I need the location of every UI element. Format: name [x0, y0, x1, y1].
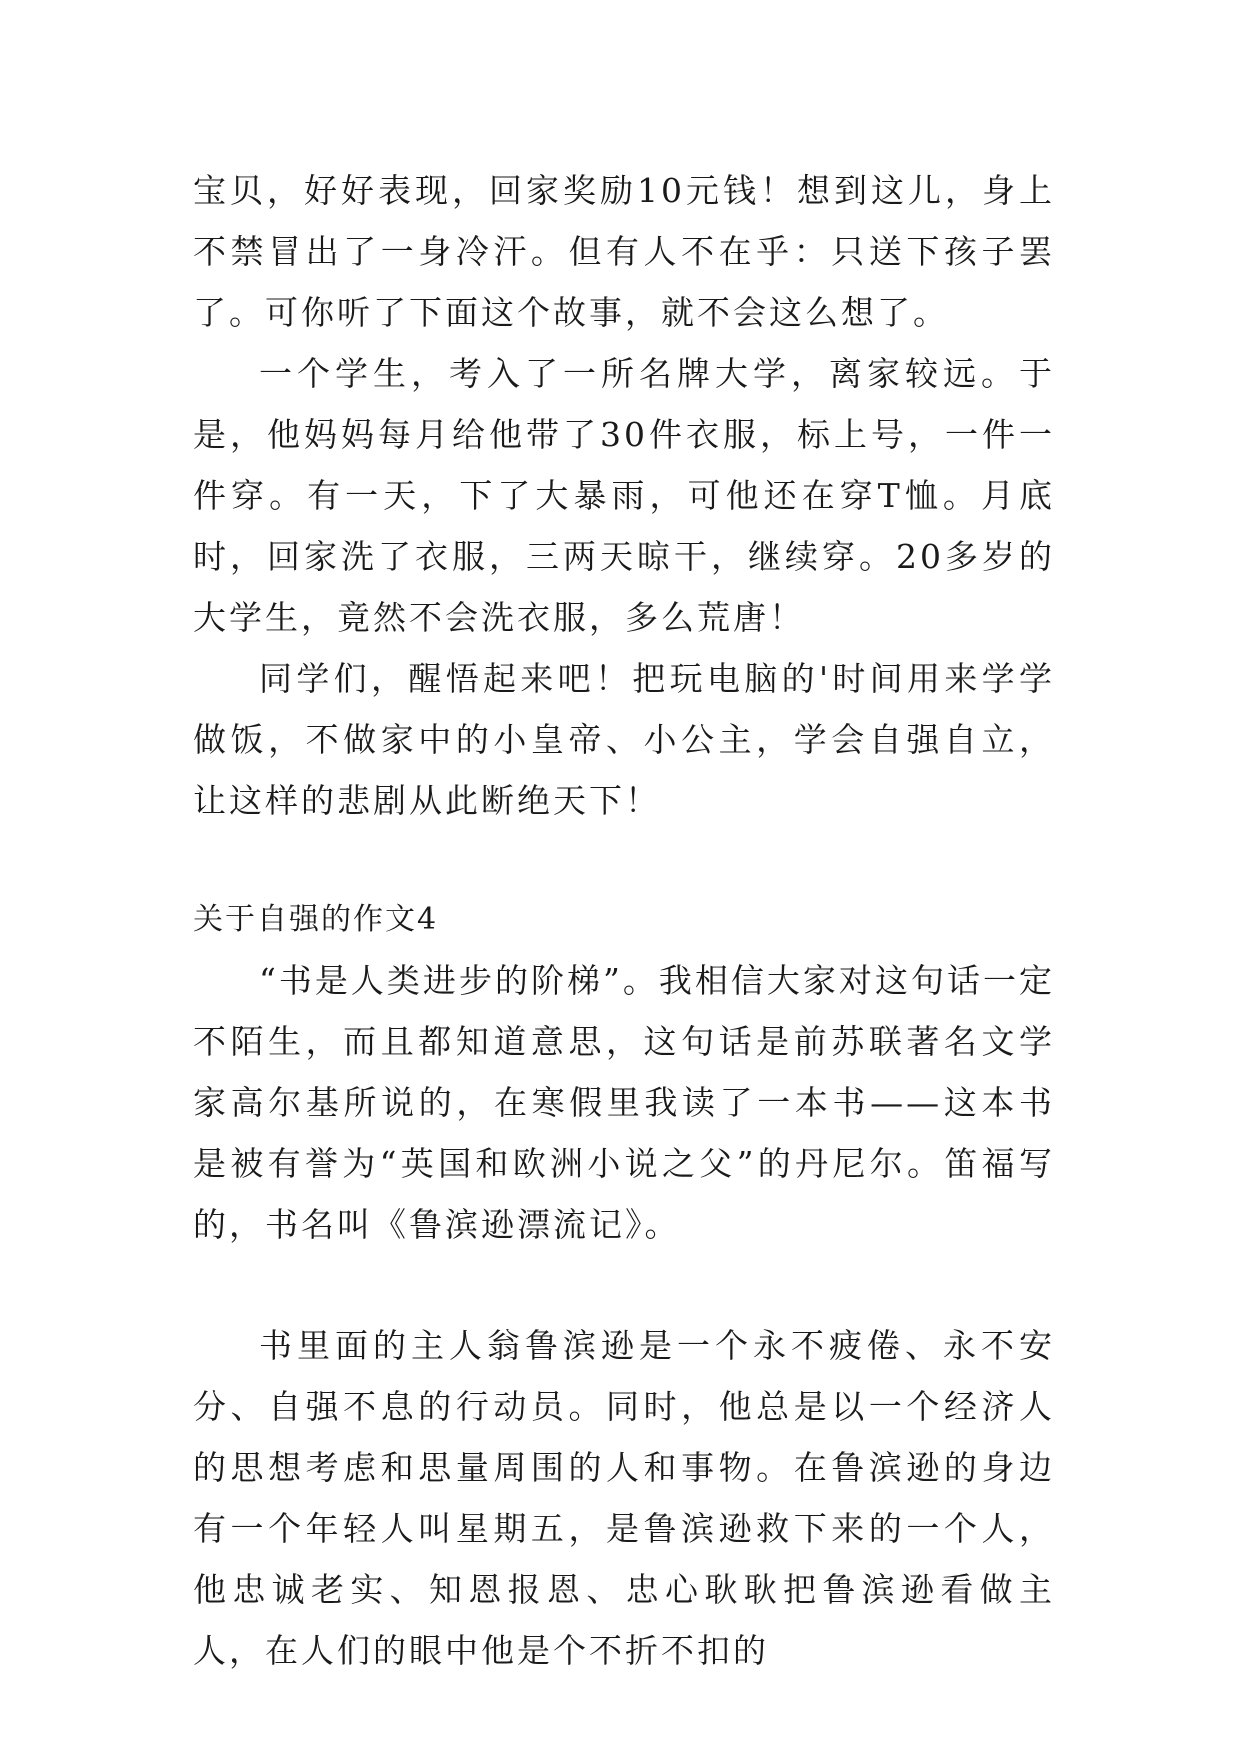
- paragraph-book-intro: “书是人类进步的阶梯”。我相信大家对这句话一定不陌生，而且都知道意思，这句话是前苏联著名文学家高尔基所说的，在寒假里我读了一本书——这本书是被有誉为“英国和欧洲小说之父”的丹尼尔。笛福写的，书名叫《鲁滨逊漂流记》。: [193, 961, 1055, 1244]
- section-spacer: [193, 831, 1055, 889]
- paragraph-continued: 宝贝，好好表现，回家奖励10元钱！想到这儿，身上不禁冒出了一身冷汗。但有人不在乎：只送下孩子罢了。可你听了下面这个故事，就不会这么想了。: [193, 171, 1055, 332]
- document-body: [193, 160, 1055, 1681]
- paragraph-call-to-action: 同学们，醒悟起来吧！把玩电脑的'时间用来学学做饭，不做家中的小皇帝、小公主，学会自强自立，让这样的悲剧从此断绝天下！: [193, 659, 1055, 820]
- paragraph-student-story: 一个学生，考入了一所名牌大学，离家较远。于是，他妈妈每月给他带了30件衣服，标上号，一件一件穿。有一天，下了大暴雨，可他还在穿T恤。月底时，回家洗了衣服，三两天晾干，继续穿。20多岁的大学生，竟然不会洗衣服，多么荒唐！: [193, 354, 1055, 637]
- paragraph-robinson: 书里面的主人翁鲁滨逊是一个永不疲倦、永不安分、自强不息的行动员。同时，他总是以一个经济人的思想考虑和思量周围的人和事物。在鲁滨逊的身边有一个年轻人叫星期五，是鲁滨逊救下来的一个人，他忠诚老实、知恩报恩、忠心耿耿把鲁滨逊看做主人，在人们的眼中他是个不折不扣的: [193, 1326, 1055, 1670]
- paragraph-spacer: [193, 1255, 1055, 1315]
- section-title: 关于自强的作文4: [193, 902, 439, 937]
